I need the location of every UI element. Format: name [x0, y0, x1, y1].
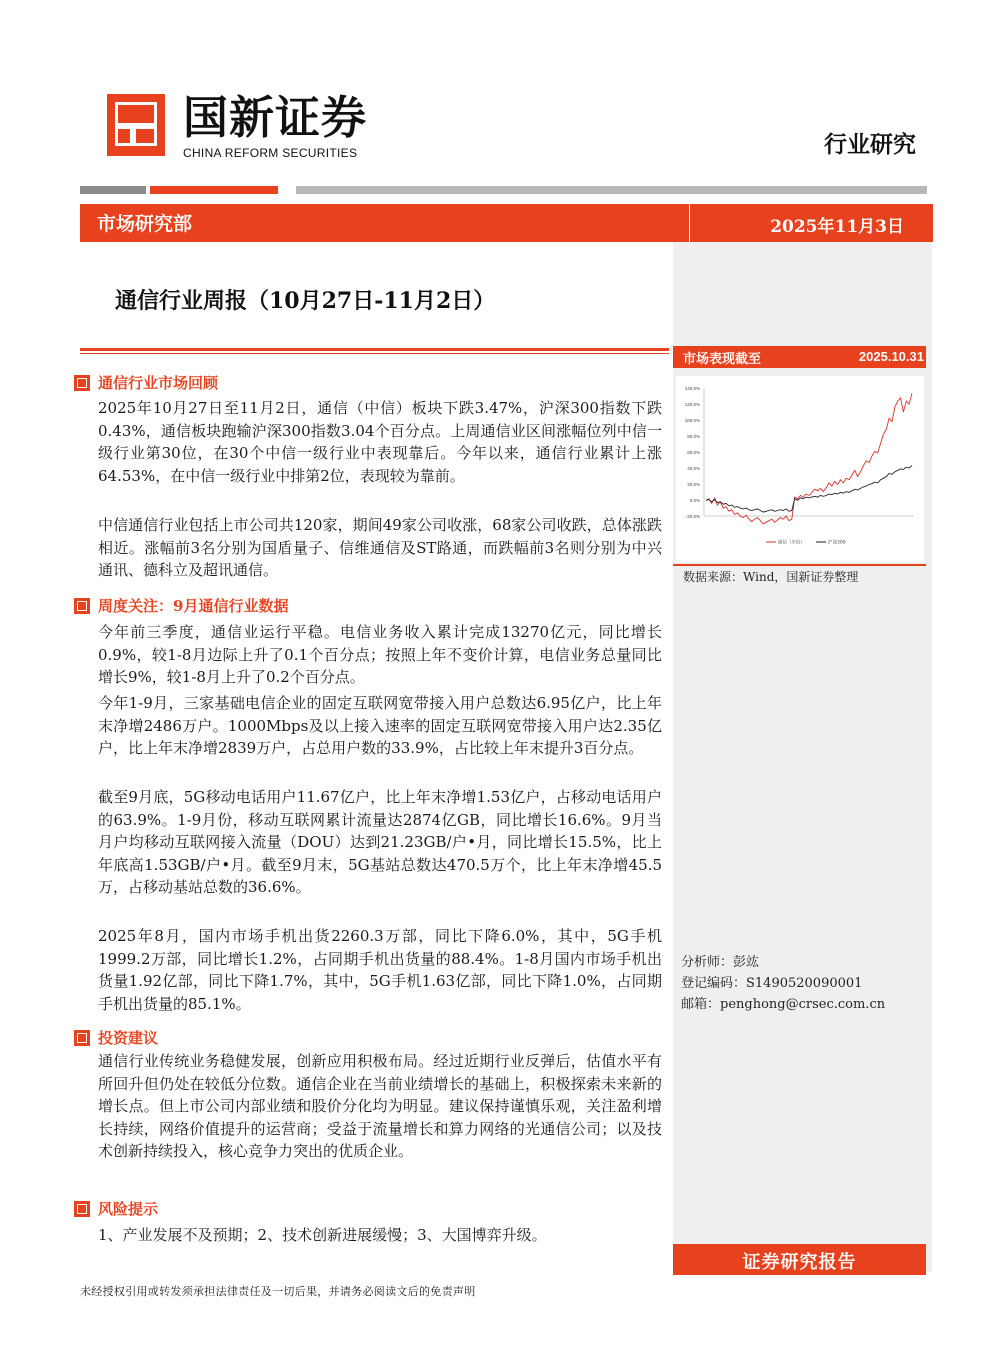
report-date: 2025年11月3日 [770, 217, 904, 237]
paragraph: 2025年8月，国内市场手机出货2260.3万部，同比下降6.0%，其中，5G手机1999.2万部，同比增长1.2%，占同期手机出货量的88.4%。1-8月国内市场手机出货量1.92亿部，同比下降1.7%，其中，5G手机1.63亿部，同比下降1.0%，占同期手机出货量的85.1%。 [98, 927, 662, 1013]
y-tick-label: 20.0% [687, 482, 700, 487]
paragraph: 通信行业传统业务稳健发展，创新应用积极布局。经过近期行业反弹后，估值水平有所回升但仍处在较低分位数。通信企业在当前业绩增长的基础上，积极探索未来新的增长点。但上市公司内部业绩和股价分化均为明显。建议保持谨慎乐观，关注盈利增长持续，网络价值提升的运营商；受益于流量增长和算力网络的光通信公司；以及技术创新持续投入，核心竞争力突出的优质企业。 [98, 1052, 662, 1161]
y-tick-label: 120.0% [684, 402, 700, 407]
y-tick-label: 80.0% [687, 434, 700, 439]
series-line [706, 393, 912, 524]
section-icon [74, 375, 90, 391]
y-tick-label: -20.0% [685, 514, 700, 519]
paragraph: 2025年10月27日至11月2日，通信（中信）板块下跌3.47%，沪深300指数下跌0.43%，通信板块跑输沪深300指数3.04个百分点。上周通信业区间涨幅位列中信一级行业第30位，在30个中信一级行业中表现靠后。今年以来，通信行业累计上涨64.53%，在中信一级行业中排第2位，表现较为靠前。 [98, 399, 662, 485]
header-divider-accent [150, 186, 278, 194]
section-icon [74, 1030, 90, 1046]
y-tick-label: 0.0% [689, 498, 700, 503]
chart-rule [673, 564, 926, 566]
title-rule [80, 353, 669, 354]
department-label: 市场研究部 [97, 213, 193, 235]
document-type: 行业研究 [824, 131, 916, 158]
paragraph: 中信通信行业包括上市公司共120家，期间49家公司收涨，68家公司收跌，总体涨跌相近。涨幅前3名分别为国盾量子、信维通信及ST路通，而跌幅前3名则分别为中兴通讯、德科立及超讯通信。 [98, 516, 662, 580]
y-tick-label: 40.0% [687, 466, 700, 471]
section-title: 通信行业市场回顾 [98, 374, 219, 392]
company-logo-icon [107, 94, 165, 156]
paragraph: 今年1-9月，三家基础电信企业的固定互联网宽带接入用户总数达6.95亿户，比上年末净增2486万户。1000Mbps及以上接入速率的固定互联网宽带接入用户达2.35亿户，比上年末净增2839万户，占总用户数的33.9%，占比较上年末提升3百分点。 [98, 694, 662, 758]
analyst-info [681, 952, 885, 1015]
header-divider [296, 186, 927, 194]
chart-heading: 市场表现截至 [683, 352, 762, 367]
paragraph: 截至9月底，5G移动电话用户11.67亿户，比上年末净增1.53亿户，占移动电话用户的63.9%。1-9月份，移动互联网累计流量达2874亿GB，同比增长16.6%。9月当月户均移动互联网接入流量（DOU）达到21.23GB/户•月，同比增长15.5%，比上年底高1.53GB/户•月。截至9月末，5G基站总数达470.5万个，比上年末净增45.5万，占移动基站总数的36.6%。 [98, 788, 662, 897]
logo-text-cn: 国新证券 [183, 91, 368, 144]
disclaimer-footer: 未经授权引用或转发须承担法律责任及一切后果，并请务必阅读文后的免责声明 [80, 1285, 476, 1298]
analyst-email: 邮箱：penghong@crsec.com.cn [681, 997, 886, 1012]
chart-date: 2025.10.31 [858, 349, 924, 364]
report-tag: 证券研究报告 [742, 1252, 857, 1273]
banner-divider [689, 204, 690, 242]
logo-text-en: CHINA REFORM SECURITIES [183, 146, 358, 160]
market-performance-chart [676, 376, 924, 562]
analyst-name: 分析师：彭竑 [681, 955, 760, 970]
section-title: 风险提示 [98, 1200, 159, 1218]
legend-label: 沪深300 [828, 540, 846, 546]
chart-svg [676, 376, 924, 562]
y-tick-label: 140.0% [684, 386, 700, 391]
paragraph: 今年前三季度，通信业运行平稳。电信业务收入累计完成13270亿元，同比增长0.9%，较1-8月边际上升了0.1个百分点；按照上年不变价计算，电信业务总量同比增长9%，较1-8月上升了0.2个百分点。 [98, 623, 662, 687]
section-icon [74, 1201, 90, 1217]
section-title: 投资建议 [98, 1029, 159, 1047]
page-title: 通信行业周报（10月27日-11月2日） [115, 288, 496, 314]
y-tick-label: 100.0% [684, 418, 700, 423]
analyst-registration: 登记编码：S1490520090001 [681, 976, 863, 991]
series-line [706, 466, 912, 512]
title-rule [80, 348, 669, 351]
section-icon [74, 598, 90, 614]
y-tick-label: 60.0% [687, 450, 700, 455]
header-divider [80, 186, 146, 194]
paragraph: 1、产业发展不及预期；2、技术创新进展缓慢；3、大国博弈升级。 [98, 1226, 547, 1244]
chart-source: 数据来源：Wind，国新证券整理 [683, 570, 859, 584]
legend-label: 通信（中信） [778, 540, 805, 546]
section-title: 周度关注：9月通信行业数据 [98, 597, 289, 615]
